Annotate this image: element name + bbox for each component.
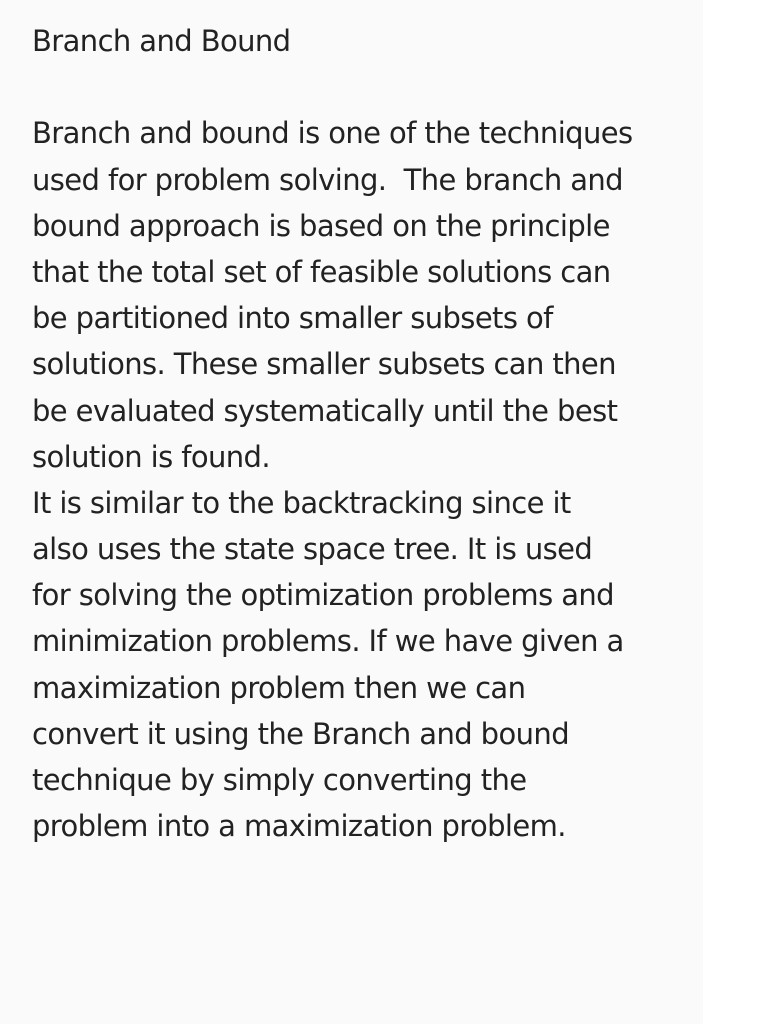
paragraph-line: It is similar to the backtracking since it bbox=[32, 485, 571, 520]
paragraph-line: convert it using the Branch and bound bbox=[32, 716, 569, 751]
paragraph-line: used for problem solving. The branch and bbox=[32, 162, 623, 197]
paragraph-line: also uses the state space tree. It is used bbox=[32, 532, 593, 567]
paragraph-line: be partitioned into smaller subsets of bbox=[32, 301, 553, 336]
blank-line bbox=[32, 64, 682, 110]
paragraph-line: be evaluated systematically until the best bbox=[32, 393, 618, 428]
paragraph-line: bound approach is based on the principle bbox=[32, 208, 610, 243]
paragraph-line: technique by simply converting the bbox=[32, 763, 527, 797]
paragraph-line: Branch and bound is one of the techniques bbox=[32, 116, 633, 151]
paragraph-line: maximization problem then we can bbox=[32, 670, 526, 705]
note-title: Branch and Bound bbox=[32, 24, 291, 58]
paragraph-line: problem into a maximization problem. bbox=[32, 809, 566, 844]
paragraph-line: solution is found. bbox=[32, 439, 270, 474]
note-body bbox=[32, 18, 682, 849]
paragraph-line: solutions. These smaller subsets can then bbox=[32, 347, 616, 382]
paragraph-line: that the total set of feasible solutions can bbox=[32, 254, 611, 289]
paragraph-line: minimization problems. If we have given a bbox=[32, 624, 624, 659]
paragraph-line: for solving the optimization problems and bbox=[32, 578, 614, 613]
